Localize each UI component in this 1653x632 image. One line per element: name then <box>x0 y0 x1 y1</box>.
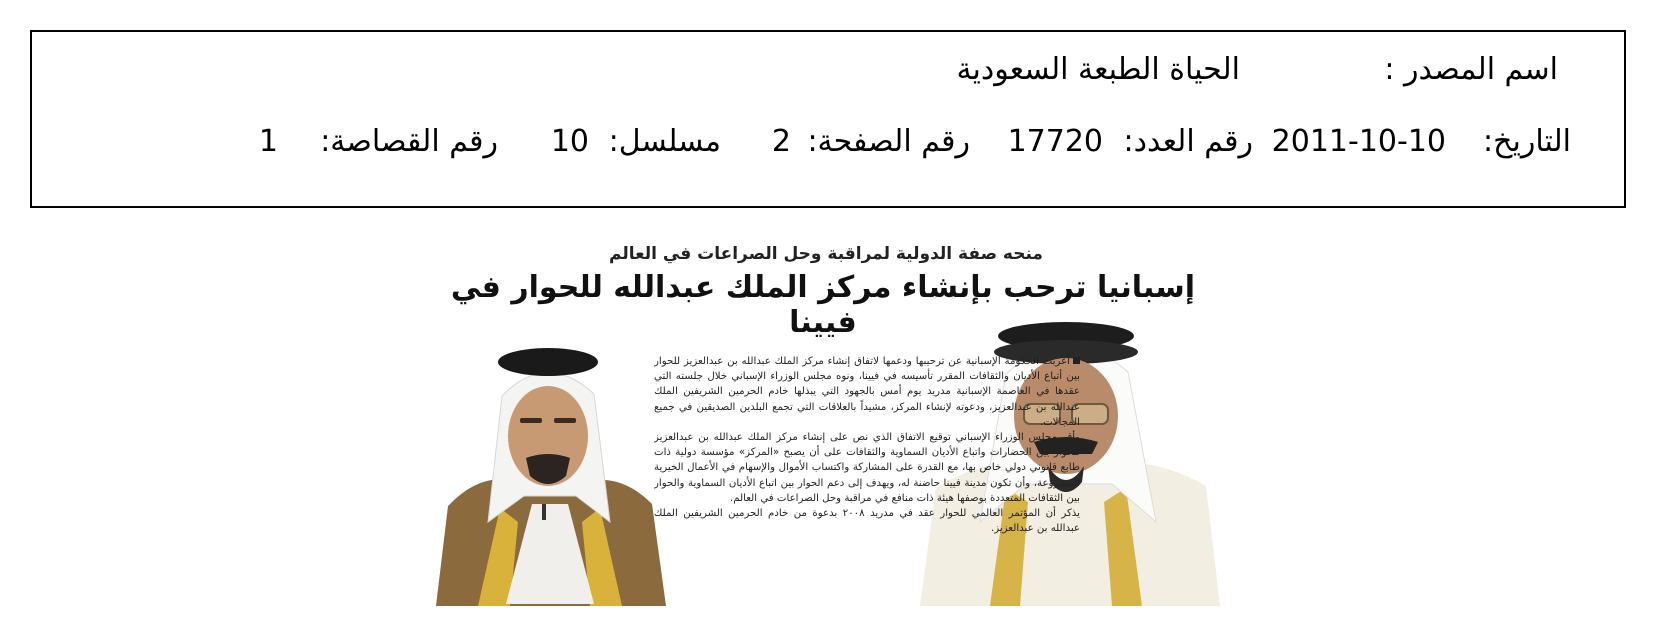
article-paragraph: يذكر أن المؤتمر العالمي للحوار عقد في مدريد ٢٠٠٨ بدعوة من خادم الحرمين الشريفين الملك عبدالله بن عبدالعزيز. <box>654 508 1080 535</box>
article-kicker: منحه صفة الدولية لمراقبة وحل الصراعات في العالم <box>609 244 1043 264</box>
clip-label: رقم القصاصة: <box>320 124 498 159</box>
clip-value: 1 <box>258 124 278 159</box>
portrait-photo-left <box>426 336 674 606</box>
serial-value: 10 <box>550 124 589 159</box>
serial-label: مسلسل: <box>608 124 721 159</box>
date-label: التاريخ: <box>1483 124 1571 159</box>
source-label: اسم المصدر : <box>1384 52 1558 87</box>
article-paragraph: وأقر مجلس الوزراء الإسباني توقيع الاتفاق الذي نص على إنشاء مركز الملك عبدالله بن عبدالعزيز للحوار بين الحضارات واتباع الأديان السماوية والثقافات على أن يصبح «المركز» مؤسسة دولية ذات طابع قانوني دولي خاص بها، مع القدرة على المشاركة واكتساب الأموال والإسهام في الأعمال الخيرية المشروعة، وأن تكون مدينة فيينا حاضنة له، ويهدف إلى دعم الحوار بين اتباع الأديان السماوية والحوار بين الثقافات المتعددة بوصفها هيئة ذات منافع في مراقبة وحل الصراعات في العالم. <box>654 432 1080 504</box>
newspaper-clipping <box>426 236 1220 606</box>
issue-label: رقم العدد: <box>1123 124 1253 159</box>
article-paragraph: أعربت الحكومة الإسبانية عن ترحيبها ودعمها لاتفاق إنشاء مركز الملك عبدالله بن عبدالعزيز للحوار بين أتباع الأديان والثقافات المقرر تأسيسه في فيينا، ونوه مجلس الوزراء الإسباني خلال جلسته التي عقدها في العاصمة الإسبانية مدريد يوم أمس بالجهود التي يبذلها خادم الحرمين الشريفين الملك عبدالله بن عبدالعزيز، ودعوته لإنشاء المركز، مشيداً بالعلاقات التي تجمع البلدين الصديقين في جميع المجالات. <box>654 356 1080 428</box>
article-body <box>654 354 1080 604</box>
bullet-square-icon <box>1073 357 1080 364</box>
source-info-box <box>30 30 1626 208</box>
page-value: 2 <box>771 124 791 159</box>
source-value: الحياة الطبعة السعودية <box>956 52 1240 87</box>
page-label: رقم الصفحة: <box>807 124 970 159</box>
article-headline: إسبانيا ترحب بإنشاء مركز الملك عبدالله للحوار في فيينا <box>450 270 1196 340</box>
date-value: 2011-10-10 <box>1271 124 1446 159</box>
issue-value: 17720 <box>1007 124 1103 159</box>
